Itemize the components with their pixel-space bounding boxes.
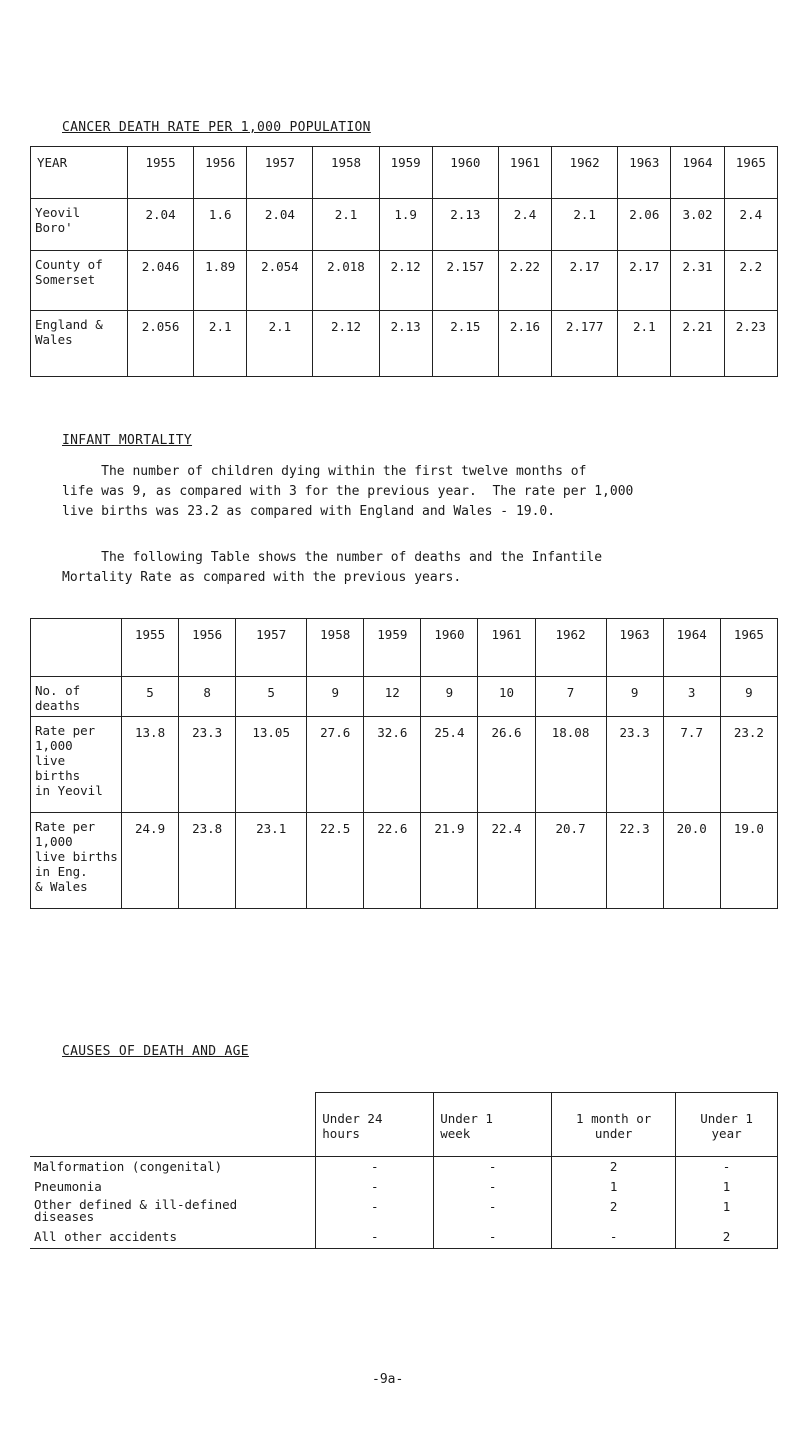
value-cell: 18.08 xyxy=(535,717,606,813)
cause-label: All other accidents xyxy=(30,1229,316,1249)
value-cell: 2.1 xyxy=(618,311,671,377)
value-cell: 2.4 xyxy=(498,199,551,251)
value-cell: 13.8 xyxy=(122,717,179,813)
table-header-row xyxy=(31,147,778,199)
table-row xyxy=(31,677,778,717)
value-cell: 2.21 xyxy=(671,311,724,377)
year-cell: 1957 xyxy=(247,147,313,199)
cause-label: Pneumonia xyxy=(30,1177,316,1197)
value-cell: 2 xyxy=(552,1197,676,1229)
page-number: -9a- xyxy=(372,1372,404,1387)
value-cell: 2.06 xyxy=(618,199,671,251)
value-cell: 9 xyxy=(307,677,364,717)
value-cell: 23.3 xyxy=(606,717,663,813)
value-cell: 9 xyxy=(720,677,777,717)
year-cell: 1958 xyxy=(307,619,364,677)
row-label: No. of deaths xyxy=(31,677,122,717)
table-row xyxy=(31,813,778,909)
value-cell: 2.157 xyxy=(432,251,498,311)
value-cell: - xyxy=(434,1177,552,1197)
value-cell: - xyxy=(316,1177,434,1197)
table-row xyxy=(31,311,778,377)
value-cell: 2.15 xyxy=(432,311,498,377)
value-cell: 3 xyxy=(663,677,720,717)
value-cell: 2.054 xyxy=(247,251,313,311)
value-cell: 5 xyxy=(236,677,307,717)
value-cell: 2.1 xyxy=(247,311,313,377)
value-cell: 23.8 xyxy=(179,813,236,909)
value-cell: 2.4 xyxy=(724,199,777,251)
page-title: CANCER DEATH RATE PER 1,000 POPULATION xyxy=(62,120,371,135)
row-label: Yeovil Boro' xyxy=(31,199,128,251)
value-cell: 13.05 xyxy=(236,717,307,813)
table-row xyxy=(31,251,778,311)
year-cell: 1964 xyxy=(671,147,724,199)
value-cell: 9 xyxy=(606,677,663,717)
value-cell: 2.1 xyxy=(313,199,379,251)
value-cell: 3.02 xyxy=(671,199,724,251)
year-cell: 1960 xyxy=(432,147,498,199)
value-cell: 2.2 xyxy=(724,251,777,311)
value-cell: 2 xyxy=(676,1229,778,1249)
value-cell: 2.22 xyxy=(498,251,551,311)
column-header: Under 1 week xyxy=(434,1093,552,1157)
value-cell: 27.6 xyxy=(307,717,364,813)
value-cell: 2.17 xyxy=(552,251,618,311)
cause-label: Other defined & ill-defined diseases xyxy=(30,1197,316,1229)
value-cell: 23.1 xyxy=(236,813,307,909)
value-cell: 2.04 xyxy=(128,199,194,251)
value-cell: - xyxy=(316,1157,434,1177)
value-cell: 32.6 xyxy=(364,717,421,813)
year-cell: 1963 xyxy=(606,619,663,677)
year-cell: 1964 xyxy=(663,619,720,677)
value-cell: 8 xyxy=(179,677,236,717)
value-cell: 2.12 xyxy=(379,251,432,311)
value-cell: - xyxy=(316,1229,434,1249)
value-cell: - xyxy=(676,1157,778,1177)
row-label: Rate per 1,000 live births in Eng. & Wales xyxy=(31,813,122,909)
value-cell: 2.04 xyxy=(247,199,313,251)
value-cell: 22.6 xyxy=(364,813,421,909)
year-cell: 1961 xyxy=(478,619,535,677)
value-cell: 2.31 xyxy=(671,251,724,311)
row-label: England & Wales xyxy=(31,311,128,377)
value-cell: 2.13 xyxy=(432,199,498,251)
table-row xyxy=(31,717,778,813)
value-cell: - xyxy=(316,1197,434,1229)
infant-paragraph-2: The following Table shows the number of deaths and the Infantile Mortality Rate as compared with the previous years. xyxy=(62,550,603,585)
value-cell: 2.056 xyxy=(128,311,194,377)
year-cell: 1956 xyxy=(179,619,236,677)
value-cell: 21.9 xyxy=(421,813,478,909)
year-cell: 1959 xyxy=(379,147,432,199)
value-cell: 26.6 xyxy=(478,717,535,813)
table-row xyxy=(31,199,778,251)
row-label: Rate per 1,000 live births in Yeovil xyxy=(31,717,122,813)
year-cell: 1961 xyxy=(498,147,551,199)
year-cell: 1963 xyxy=(618,147,671,199)
causes-heading: CAUSES OF DEATH AND AGE xyxy=(62,1044,249,1059)
value-cell: - xyxy=(434,1197,552,1229)
value-cell: 2 xyxy=(552,1157,676,1177)
infant-mortality-heading: INFANT MORTALITY xyxy=(62,433,193,448)
value-cell: 1 xyxy=(676,1197,778,1229)
value-cell: 24.9 xyxy=(122,813,179,909)
corner-cell xyxy=(31,619,122,677)
year-cell: 1955 xyxy=(122,619,179,677)
value-cell: 2.046 xyxy=(128,251,194,311)
year-cell: 1957 xyxy=(236,619,307,677)
value-cell: - xyxy=(434,1229,552,1249)
value-cell: 7.7 xyxy=(663,717,720,813)
row-label: County of Somerset xyxy=(31,251,128,311)
value-cell: - xyxy=(434,1157,552,1177)
corner-cell xyxy=(30,1093,316,1157)
value-cell: 25.4 xyxy=(421,717,478,813)
year-cell: 1965 xyxy=(720,619,777,677)
value-cell: 12 xyxy=(364,677,421,717)
year-cell: 1956 xyxy=(194,147,247,199)
year-cell: 1958 xyxy=(313,147,379,199)
value-cell: 2.12 xyxy=(313,311,379,377)
value-cell: 2.1 xyxy=(552,199,618,251)
infant-mortality-table xyxy=(30,618,778,909)
cause-label: Malformation (congenital) xyxy=(30,1157,316,1177)
infant-paragraph-1: The number of children dying within the first twelve months of life was 9, as compared with 3 for the previous year. The rate per 1,000 live births was 23.2 as compared with England and Wales - 19.0. xyxy=(62,464,634,519)
year-cell: 1962 xyxy=(535,619,606,677)
causes-table xyxy=(30,1092,778,1249)
table-header-row xyxy=(31,619,778,677)
value-cell: 22.3 xyxy=(606,813,663,909)
value-cell: 2.17 xyxy=(618,251,671,311)
table-header-row xyxy=(30,1093,778,1157)
value-cell: 5 xyxy=(122,677,179,717)
value-cell: 2.23 xyxy=(724,311,777,377)
value-cell: 22.5 xyxy=(307,813,364,909)
year-cell: 1960 xyxy=(421,619,478,677)
year-cell: 1962 xyxy=(552,147,618,199)
value-cell: 7 xyxy=(535,677,606,717)
value-cell: 2.018 xyxy=(313,251,379,311)
year-cell: 1965 xyxy=(724,147,777,199)
value-cell: 22.4 xyxy=(478,813,535,909)
column-header: Under 1 year xyxy=(676,1093,778,1157)
table-row xyxy=(30,1157,778,1177)
value-cell: - xyxy=(552,1229,676,1249)
value-cell: 9 xyxy=(421,677,478,717)
value-cell: 19.0 xyxy=(720,813,777,909)
year-label: YEAR xyxy=(31,147,128,199)
table-row xyxy=(30,1177,778,1197)
year-cell: 1955 xyxy=(128,147,194,199)
year-cell: 1959 xyxy=(364,619,421,677)
cancer-rate-table xyxy=(30,146,778,377)
value-cell: 1 xyxy=(676,1177,778,1197)
value-cell: 20.0 xyxy=(663,813,720,909)
value-cell: 23.2 xyxy=(720,717,777,813)
value-cell: 2.177 xyxy=(552,311,618,377)
value-cell: 23.3 xyxy=(179,717,236,813)
table-row xyxy=(30,1197,778,1229)
column-header: 1 month or under xyxy=(552,1093,676,1157)
value-cell: 1 xyxy=(552,1177,676,1197)
value-cell: 10 xyxy=(478,677,535,717)
value-cell: 2.13 xyxy=(379,311,432,377)
value-cell: 2.16 xyxy=(498,311,551,377)
value-cell: 1.89 xyxy=(194,251,247,311)
table-row xyxy=(30,1229,778,1249)
value-cell: 2.1 xyxy=(194,311,247,377)
column-header: Under 24 hours xyxy=(316,1093,434,1157)
value-cell: 1.6 xyxy=(194,199,247,251)
value-cell: 1.9 xyxy=(379,199,432,251)
value-cell: 20.7 xyxy=(535,813,606,909)
